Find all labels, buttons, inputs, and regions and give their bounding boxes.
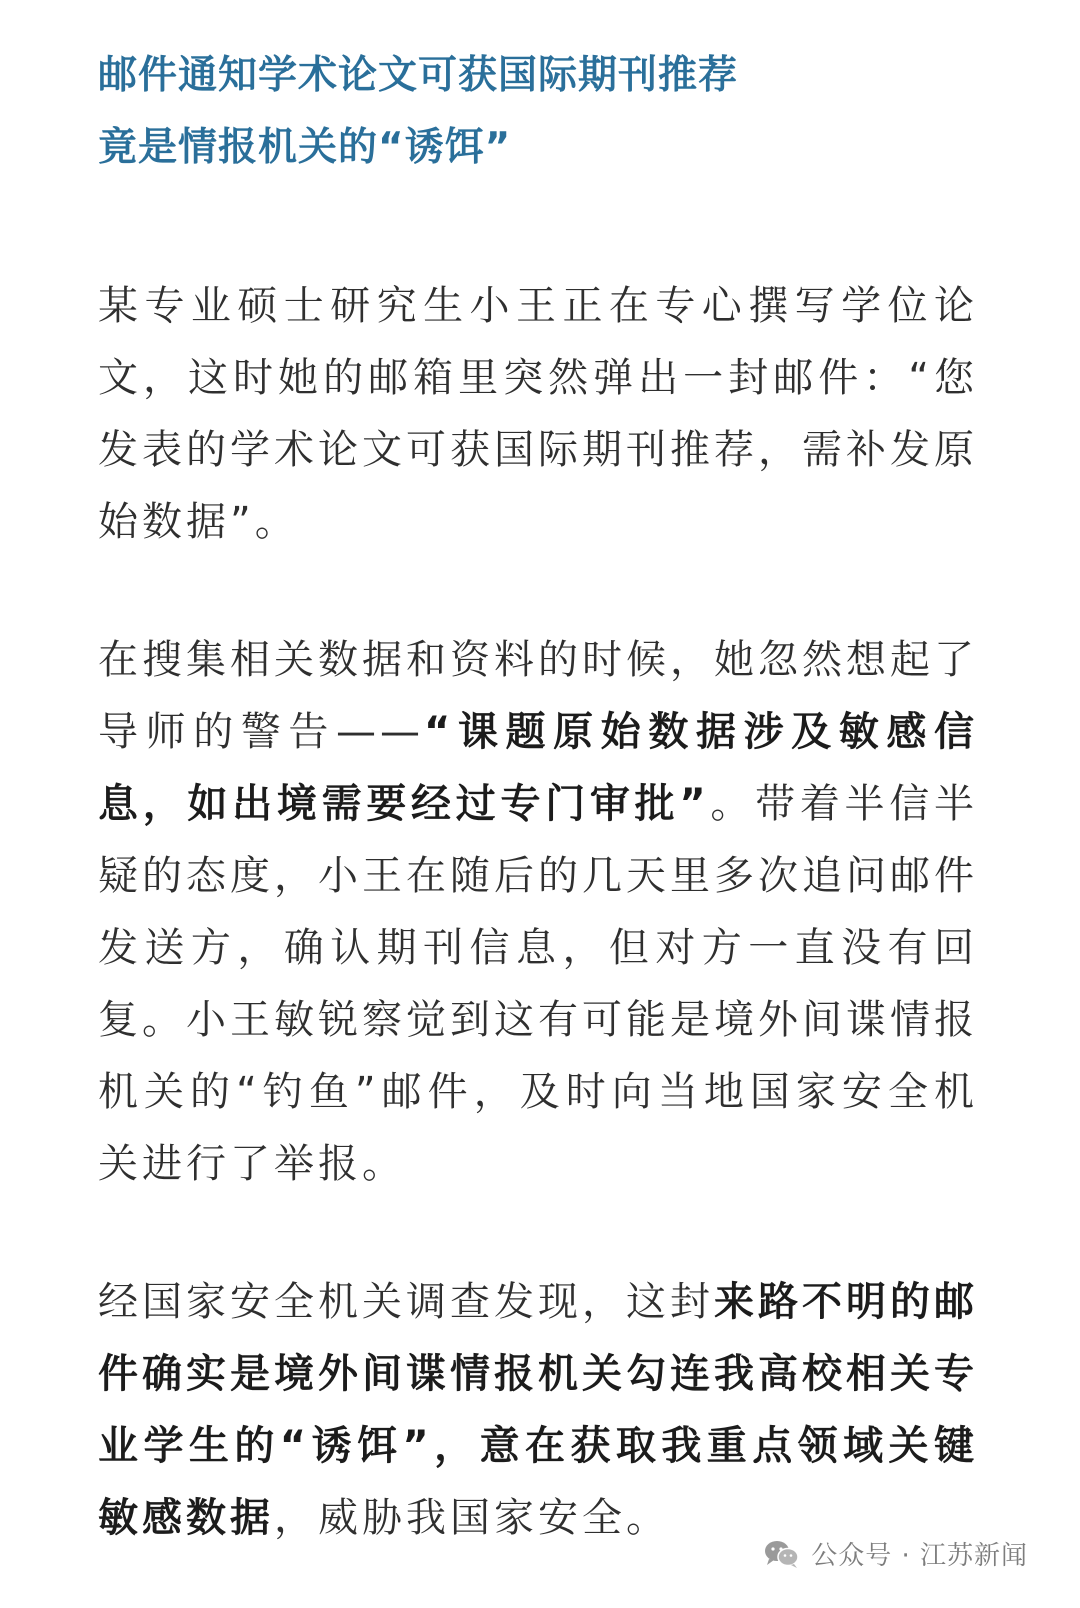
heading-line-2: 竟是情报机关的“诱饵” — [98, 125, 512, 170]
article-heading — [98, 40, 978, 184]
paragraph-2 — [98, 624, 978, 1200]
paragraph-2-text: 在搜集相关数据和资料的时候，她忽然想起了导师的警告—— — [98, 637, 978, 755]
paragraph-3 — [98, 1266, 978, 1554]
paragraph-2-text-cont: 。带着半信半疑的态度，小王在随后的几天里多次追问邮件发送方，确认期刊信息，但对方一直没有回复。小王敏锐察觉到这有可能是境外间谍情报机关的“钓鱼”邮件，及时向当地国家安全机关进行了举报。 — [98, 781, 978, 1187]
article — [98, 40, 978, 1554]
paragraph-3-emphasis: 来路不明的邮件确实是境外间谍情报机关勾连我高校相关专业学生的“诱饵”，意在获取我重点领域关键敏感数据 — [98, 1279, 978, 1541]
paragraph-3-text-cont: ，威胁我国家安全。 — [274, 1495, 670, 1541]
paragraph-1 — [98, 270, 978, 558]
source-watermark — [763, 1535, 1028, 1572]
watermark-text: 公众号 · 江苏新闻 — [811, 1541, 1028, 1571]
heading-line-1: 邮件通知学术论文可获国际期刊推荐 — [98, 53, 739, 98]
wechat-icon — [763, 1539, 801, 1569]
paragraph-3-text: 经国家安全机关调查发现，这封 — [98, 1279, 714, 1325]
paragraph-2-emphasis: “课题原始数据涉及敏感信息，如出境需要经过专门审批” — [98, 709, 979, 827]
paragraph-1-text: 某专业硕士研究生小王正在专心撰写学位论文，这时她的邮箱里突然弹出一封邮件：“您发表的学术论文可获国际期刊推荐，需补发原始数据”。 — [98, 283, 978, 545]
